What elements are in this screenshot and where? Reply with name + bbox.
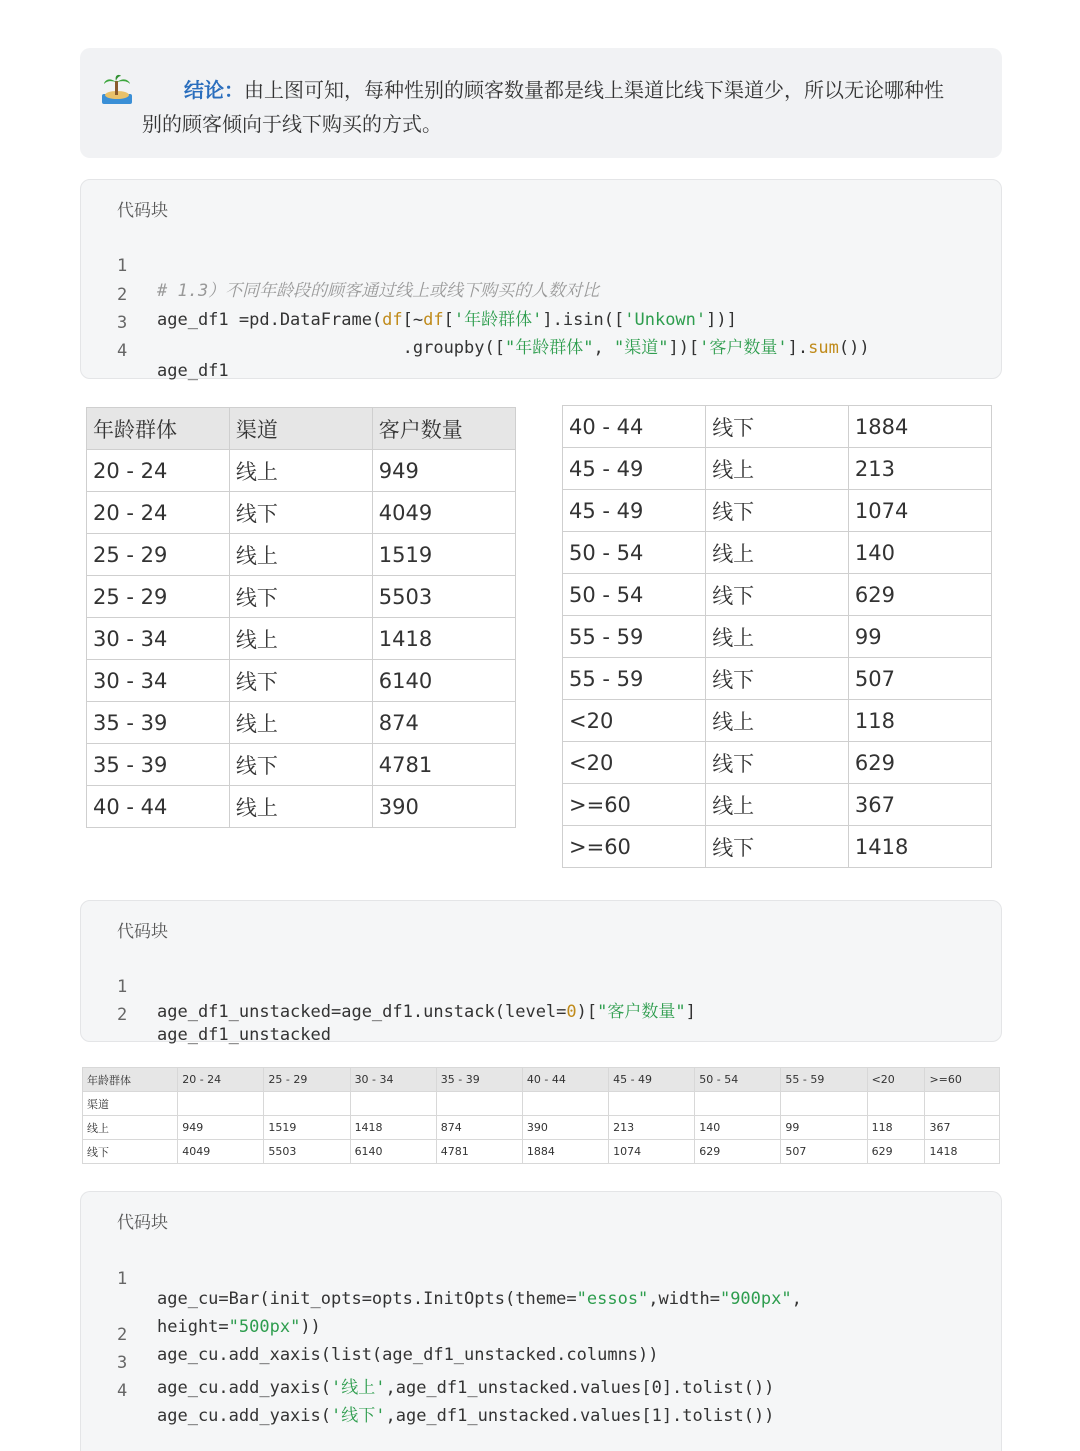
table-row	[87, 576, 516, 618]
column-header: 30 - 34	[350, 1068, 436, 1092]
conclusion-callout	[80, 48, 1002, 158]
table-cell: 线上	[229, 450, 372, 492]
column-header: 年龄群体	[83, 1068, 178, 1092]
table-cell: 40 - 44	[87, 786, 230, 828]
table-cell: 40 - 44	[563, 406, 706, 448]
code-block-1	[80, 179, 1002, 379]
table-cell: 线上	[706, 616, 849, 658]
table-cell: 线下	[229, 744, 372, 786]
column-header: <20	[867, 1068, 925, 1092]
table-cell: 线下	[706, 742, 849, 784]
table-row	[87, 660, 516, 702]
table-cell: 6140	[372, 660, 515, 702]
column-header: >=60	[925, 1068, 1000, 1092]
table-cell: 4049	[178, 1140, 264, 1164]
table-cell: 367	[848, 784, 991, 826]
table-cell: 50 - 54	[563, 532, 706, 574]
unstacked-table	[82, 1067, 1000, 1164]
table-cell: 1418	[848, 826, 991, 868]
code-line: 2 age_df1 =pd.DataFrame(df[~df['年龄群体'].isin(['Unkown'])]	[117, 285, 737, 330]
table-cell: 507	[848, 658, 991, 700]
table-cell: 线下	[706, 826, 849, 868]
table-cell: 线下	[706, 406, 849, 448]
table-cell: 1418	[925, 1140, 1000, 1164]
code-block-title: 代码块	[117, 201, 168, 221]
table-cell: 629	[867, 1140, 925, 1164]
table-cell: 线上	[706, 784, 849, 826]
table-cell: 线下	[229, 576, 372, 618]
table-cell: 25 - 29	[87, 576, 230, 618]
table-cell: 1418	[350, 1116, 436, 1140]
table-row	[563, 532, 992, 574]
table-cell: 507	[781, 1140, 867, 1164]
table-cell: 949	[372, 450, 515, 492]
table-cell: 4781	[436, 1140, 522, 1164]
table-cell: 线下	[229, 492, 372, 534]
age-channel-table-left	[86, 407, 516, 828]
table-cell	[264, 1092, 350, 1116]
table-cell: 1418	[372, 618, 515, 660]
table-cell: 25 - 29	[87, 534, 230, 576]
table-cell: 1884	[848, 406, 991, 448]
table-row	[563, 658, 992, 700]
table-cell: >=60	[563, 784, 706, 826]
code-line: 2 age_cu.add_xaxis(list(age_df1_unstacked.columns))	[117, 1325, 659, 1365]
table-cell: 30 - 34	[87, 618, 230, 660]
table-row	[563, 448, 992, 490]
table-cell: 45 - 49	[563, 448, 706, 490]
table-cell: 5503	[372, 576, 515, 618]
code-block-title: 代码块	[117, 922, 168, 942]
table-cell: 5503	[264, 1140, 350, 1164]
table-cell: 线上	[229, 618, 372, 660]
table-cell: 35 - 39	[87, 744, 230, 786]
table-cell: 629	[848, 574, 991, 616]
table-cell: 线下	[83, 1140, 178, 1164]
table-cell: 20 - 24	[87, 492, 230, 534]
table-cell: 6140	[350, 1140, 436, 1164]
table-cell: <20	[563, 700, 706, 742]
table-cell: >=60	[563, 826, 706, 868]
table-row	[87, 492, 516, 534]
code-block-title: 代码块	[117, 1213, 168, 1233]
table-row	[563, 574, 992, 616]
table-cell: 874	[436, 1116, 522, 1140]
table-cell: 55 - 59	[563, 616, 706, 658]
table-cell	[522, 1092, 608, 1116]
table-cell: 874	[372, 702, 515, 744]
column-header: 35 - 39	[436, 1068, 522, 1092]
code-block-3	[80, 1191, 1002, 1451]
table-cell: 1074	[609, 1140, 695, 1164]
table-cell: 1519	[264, 1116, 350, 1140]
table-cell: 390	[522, 1116, 608, 1140]
table-header-row	[87, 408, 516, 450]
code-line: 4 age_cu.add_yaxis('线下',age_df1_unstacked.values[1].tolist())	[117, 1381, 775, 1426]
table-cell: 线下	[706, 490, 849, 532]
code-line: 1 age_cu=Bar(init_opts=opts.InitOpts(theme="essos",width="900px",	[117, 1269, 802, 1309]
table-cell: 20 - 24	[87, 450, 230, 492]
index-label: 渠道	[83, 1092, 178, 1116]
table-cell: 线上	[229, 534, 372, 576]
table-cell	[178, 1092, 264, 1116]
table-cell: 213	[848, 448, 991, 490]
table-cell	[695, 1092, 781, 1116]
table-cell: <20	[563, 742, 706, 784]
table-row	[87, 744, 516, 786]
table-cell: 390	[372, 786, 515, 828]
table-row	[563, 784, 992, 826]
table-cell: 线下	[706, 658, 849, 700]
table-cell: 30 - 34	[87, 660, 230, 702]
table-cell: 线上	[706, 700, 849, 742]
column-header: 55 - 59	[781, 1068, 867, 1092]
table-cell: 99	[848, 616, 991, 658]
code-line: 3 .groupby(["年龄群体", "渠道"])['客户数量'].sum())	[117, 313, 870, 358]
table-cell: 1519	[372, 534, 515, 576]
code-line: 1 age_df1_unstacked=age_df1.unstack(level=0)["客户数量"]	[117, 977, 696, 1022]
table-cell: 118	[867, 1116, 925, 1140]
code-line: 2 age_df1_unstacked	[117, 1005, 331, 1045]
code-block-2	[80, 900, 1002, 1045]
table-row	[563, 700, 992, 742]
table-row	[563, 406, 992, 448]
table-cell: 140	[695, 1116, 781, 1140]
table-cell: 线上	[706, 532, 849, 574]
table-cell: 629	[848, 742, 991, 784]
table-row	[563, 490, 992, 532]
column-header: 50 - 54	[695, 1068, 781, 1092]
desert-island-icon	[100, 72, 134, 106]
table-row	[87, 618, 516, 660]
table-cell: 线上	[229, 702, 372, 744]
table-cell: 线下	[706, 574, 849, 616]
column-header: 年龄群体	[87, 408, 230, 450]
column-header: 40 - 44	[522, 1068, 608, 1092]
table-cell: 线下	[229, 660, 372, 702]
table-cell: 线上	[229, 786, 372, 828]
code-line: height="500px"))	[157, 1317, 321, 1337]
conclusion-text-line1: 由上图可知，每种性别的顾客数量都是线上渠道比线下渠道少，所以无论哪种性	[244, 78, 944, 102]
table-row	[83, 1116, 1000, 1140]
column-header: 45 - 49	[609, 1068, 695, 1092]
column-header: 渠道	[229, 408, 372, 450]
table-header-row	[83, 1068, 1000, 1092]
table-cell: 629	[695, 1140, 781, 1164]
table-cell: 1074	[848, 490, 991, 532]
table-cell: 99	[781, 1116, 867, 1140]
column-header: 客户数量	[372, 408, 515, 450]
table-row	[87, 534, 516, 576]
table-row	[563, 826, 992, 868]
code-line: 1 # 1.3）不同年龄段的顾客通过线上或线下购买的人数对比	[117, 256, 600, 301]
table-cell: 213	[609, 1116, 695, 1140]
table-cell: 4049	[372, 492, 515, 534]
table-cell: 45 - 49	[563, 490, 706, 532]
code-line: 3 age_cu.add_yaxis('线上',age_df1_unstacked.values[0].tolist())	[117, 1353, 775, 1398]
table-cell	[436, 1092, 522, 1116]
table-cell: 949	[178, 1116, 264, 1140]
code-line: 4 age_df1	[117, 341, 229, 381]
table-row	[83, 1140, 1000, 1164]
table-cell: 线上	[83, 1116, 178, 1140]
table-cell: 线上	[706, 448, 849, 490]
table-row	[563, 742, 992, 784]
column-header: 20 - 24	[178, 1068, 264, 1092]
table-cell: 1884	[522, 1140, 608, 1164]
column-header: 25 - 29	[264, 1068, 350, 1092]
age-channel-table-right	[562, 405, 992, 868]
table-cell	[867, 1092, 925, 1116]
table-index-row	[83, 1092, 1000, 1116]
table-row	[87, 702, 516, 744]
table-cell	[350, 1092, 436, 1116]
table-cell: 367	[925, 1116, 1000, 1140]
table-cell: 4781	[372, 744, 515, 786]
table-row	[87, 450, 516, 492]
conclusion-text-line2: 别的顾客倾向于线下购买的方式。	[142, 112, 442, 136]
table-cell: 140	[848, 532, 991, 574]
table-cell: 118	[848, 700, 991, 742]
table-cell	[781, 1092, 867, 1116]
conclusion-label: 结论：	[184, 78, 244, 102]
table-row	[563, 616, 992, 658]
table-cell	[609, 1092, 695, 1116]
table-cell: 50 - 54	[563, 574, 706, 616]
table-cell	[925, 1092, 1000, 1116]
table-cell: 55 - 59	[563, 658, 706, 700]
table-cell: 35 - 39	[87, 702, 230, 744]
table-row	[87, 786, 516, 828]
